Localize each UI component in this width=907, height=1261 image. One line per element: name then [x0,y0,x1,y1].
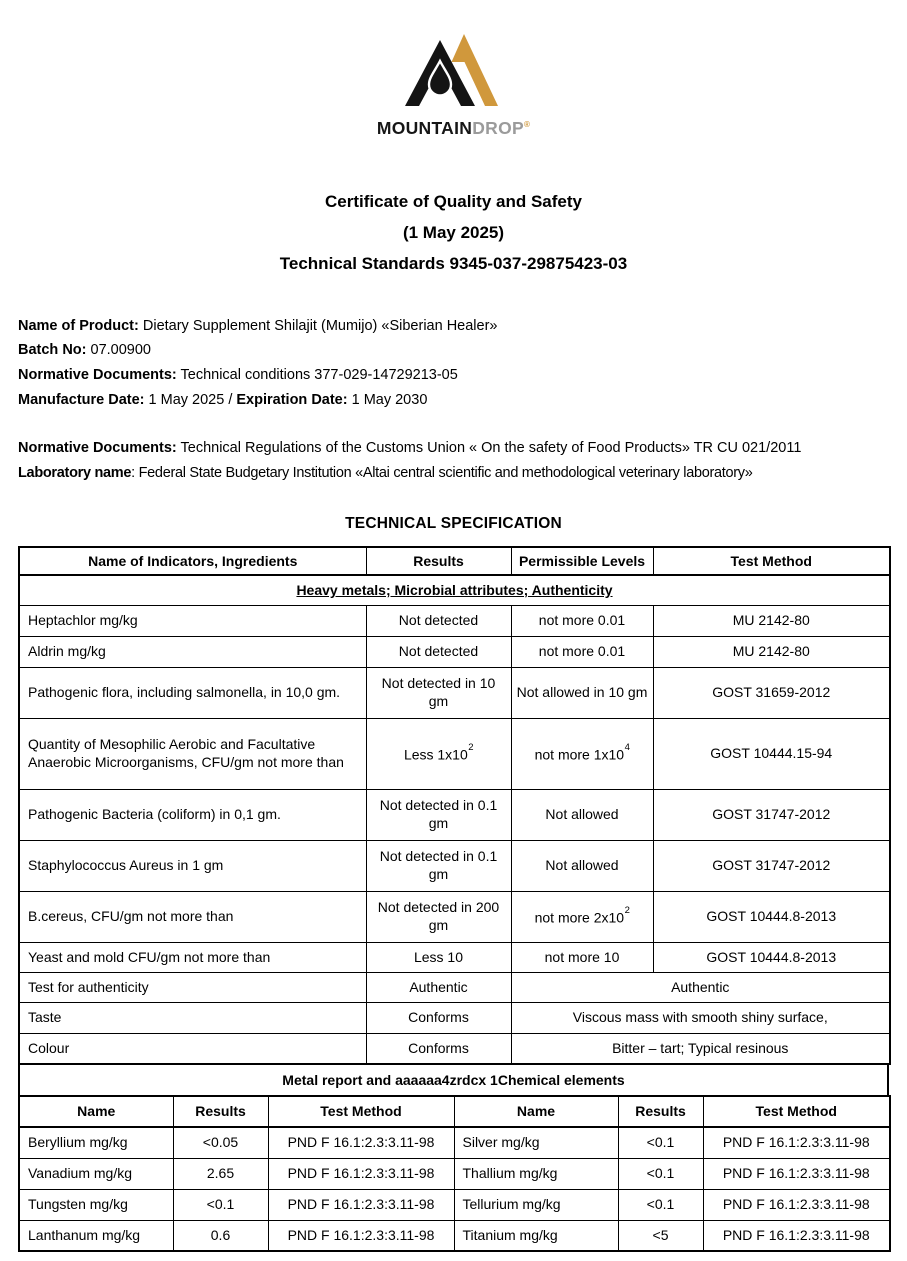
mountaindrop-logo-icon [393,33,515,114]
cell-element-result: 2.65 [173,1158,268,1189]
batch-label: Batch No: [18,342,87,359]
cell-element-name: Thallium mg/kg [454,1158,618,1189]
technical-specification-heading: TECHNICAL SPECIFICATION [345,515,562,533]
product-info [18,314,889,412]
cell-element-method: PND F 16.1:2.3:3.11-98 [703,1127,890,1158]
cell-name: Aldrin mg/kg [19,636,366,667]
permissible-value: not more 2x10 [534,909,625,926]
table-row [19,1189,890,1220]
cell-merged: Bitter – tart; Typical resinous [511,1033,890,1064]
regulation-line [18,436,889,461]
cell-name: Test for authenticity [19,972,366,1002]
product-name-value: Dietary Supplement Shilajit (Mumijo) «Siberian Healer» [138,317,498,334]
table-row [19,636,890,667]
spec-header-row [19,547,890,575]
table-row [19,942,890,972]
permissible-exponent: 4 [624,741,630,753]
header-results-1: Results [173,1096,268,1127]
normative-label: Normative Documents: [18,367,177,384]
header-name-2: Name [454,1096,618,1127]
table-row [19,789,890,840]
cell-element-method: PND F 16.1:2.3:3.11-98 [268,1127,454,1158]
laboratory-value: : Federal State Budgetary Institution «Altai central scientific and methodological veterinary laboratory» [131,464,753,481]
table-row [19,718,890,789]
cell-element-result: 0.6 [173,1220,268,1251]
dates-line [18,388,889,413]
title-block [18,186,889,279]
cell-permissible: Not allowed [511,789,653,840]
cell-result: Not detected in 10 gm [366,667,511,718]
table-row [19,1158,890,1189]
group-header: Heavy metals; Microbial attributes; Authenticity [19,575,890,605]
cell-permissible: not more 0.01 [511,605,653,636]
cell-element-name: Lanthanum mg/kg [19,1220,173,1251]
header-name-1: Name [19,1096,173,1127]
table-row [19,840,890,891]
cell-name: Taste [19,1002,366,1033]
cell-permissible: Not allowed [511,840,653,891]
spec-group-row [19,575,890,605]
certificate-title: Certificate of Quality and Safety [325,191,582,211]
expiration-value: 1 May 2030 [347,391,428,408]
header-method-2: Test Method [703,1096,890,1127]
table-row [19,1033,890,1064]
regulation-value: Technical Regulations of the Customs Union « On the safety of Food Products» TR CU 021/2011 [176,440,802,457]
cell-result: Not detected in 200 gm [366,891,511,942]
cell-name: Pathogenic Bacteria (coliform) in 0,1 gm. [19,789,366,840]
elements-header-row [19,1096,890,1127]
cell-permissible: not more 0.01 [511,636,653,667]
cell-element-name: Tellurium mg/kg [454,1189,618,1220]
table-row [19,1002,890,1033]
cell-name: Heptachlor mg/kg [19,605,366,636]
cell-result: Authentic [366,972,511,1002]
cell-element-name: Tungsten mg/kg [19,1189,173,1220]
trademark-symbol: ® [523,120,531,129]
table-row [19,1220,890,1251]
cell-name: Colour [19,1033,366,1064]
laboratory-line [18,461,889,486]
cell-result: Not detected in 0.1 gm [366,789,511,840]
header-test-method: Test Method [653,547,890,575]
cell-result: Conforms [366,1002,511,1033]
table-row [19,605,890,636]
specification-table [18,546,891,1065]
technical-standards: Technical Standards 9345-037-29875423-03 [279,253,628,273]
logo-wordmark [18,115,889,138]
laboratory-label: Laboratory name [18,464,132,481]
brand-primary-text: MOUNTAIN [376,117,473,138]
cell-element-result: <0.1 [618,1127,703,1158]
header-permissible: Permissible Levels [511,547,653,575]
cell-name: Staphylococcus Aureus in 1 gm [19,840,366,891]
table-row [19,1127,890,1158]
batch-line [18,338,889,363]
cell-element-name: Titanium mg/kg [454,1220,618,1251]
cell-element-method: PND F 16.1:2.3:3.11-98 [703,1189,890,1220]
cell-merged: Viscous mass with smooth shiny surface, [511,1002,890,1033]
result-exponent: 2 [468,741,474,753]
cell-method: GOST 10444.15-94 [653,718,890,789]
cell-merged: Authentic [511,972,890,1002]
batch-value: 07.00900 [86,342,151,359]
table-row [19,972,890,1002]
cell-method: GOST 31747-2012 [653,789,890,840]
product-name-line [18,314,889,339]
header-results-2: Results [618,1096,703,1127]
cell-element-method: PND F 16.1:2.3:3.11-98 [268,1158,454,1189]
cell-permissible [511,718,653,789]
cell-element-method: PND F 16.1:2.3:3.11-98 [703,1158,890,1189]
header-results: Results [366,547,511,575]
cell-method: GOST 31659-2012 [653,667,890,718]
cell-name: Quantity of Mesophilic Aerobic and Facultative Anaerobic Microorganisms, CFU/gm not more than [19,718,366,789]
cell-element-result: <0.1 [618,1189,703,1220]
cell-result: Not detected [366,636,511,667]
table-row [19,891,890,942]
cell-element-name: Silver mg/kg [454,1127,618,1158]
brand-secondary-text: DROP [472,117,524,138]
header-indicators: Name of Indicators, Ingredients [19,547,366,575]
manufacture-label: Manufacture Date: [18,391,145,408]
cell-element-name: Beryllium mg/kg [19,1127,173,1158]
table-row [19,667,890,718]
cell-method: GOST 10444.8-2013 [653,891,890,942]
cell-element-method: PND F 16.1:2.3:3.11-98 [268,1189,454,1220]
certificate-document [18,0,889,1252]
cell-result [366,718,511,789]
normative-value: Technical conditions 377-029-14729213-05 [176,367,458,384]
cell-result: Less 10 [366,942,511,972]
cell-name: Pathogenic flora, including salmonella, in 10,0 gm. [19,667,366,718]
cell-method: MU 2142-80 [653,636,890,667]
logo-block [18,0,889,138]
result-value: Less 1x10 [403,746,468,763]
manufacture-value: 1 May 2025 / [144,391,237,408]
expiration-label: Expiration Date: [236,391,348,408]
cell-permissible: Not allowed in 10 gm [511,667,653,718]
cell-name: B.cereus, CFU/gm not more than [19,891,366,942]
cell-element-result: <5 [618,1220,703,1251]
cell-result: Conforms [366,1033,511,1064]
cell-element-method: PND F 16.1:2.3:3.11-98 [703,1220,890,1251]
cell-name: Yeast and mold CFU/gm not more than [19,942,366,972]
cell-result: Not detected [366,605,511,636]
cell-permissible [511,891,653,942]
cell-method: GOST 10444.8-2013 [653,942,890,972]
cell-method: GOST 31747-2012 [653,840,890,891]
cell-element-method: PND F 16.1:2.3:3.11-98 [268,1220,454,1251]
permissible-value: not more 1x10 [534,746,625,763]
regulation-label: Normative Documents: [18,440,177,457]
cell-element-result: <0.05 [173,1127,268,1158]
cell-element-name: Vanadium mg/kg [19,1158,173,1189]
cell-permissible: not more 10 [511,942,653,972]
cell-method: MU 2142-80 [653,605,890,636]
normative-line [18,363,889,388]
header-method-1: Test Method [268,1096,454,1127]
cell-element-result: <0.1 [618,1158,703,1189]
product-name-label: Name of Product: [18,317,139,334]
chemical-elements-table [18,1095,891,1252]
metal-report-heading: Metal report and aaaaaa4zrdcx 1Chemical elements [18,1065,889,1095]
certificate-date: (1 May 2025) [402,222,505,242]
cell-result: Not detected in 0.1 gm [366,840,511,891]
permissible-exponent: 2 [624,904,630,916]
regulatory-info [18,436,889,485]
cell-element-result: <0.1 [173,1189,268,1220]
